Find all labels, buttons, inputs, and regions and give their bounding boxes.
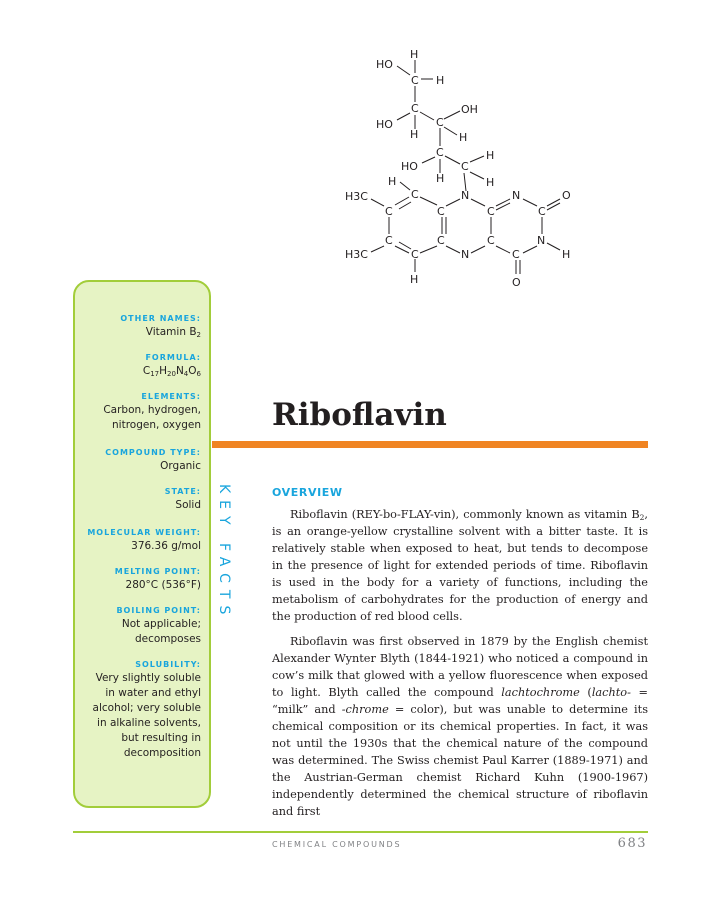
atom-label: N <box>461 189 470 202</box>
atom-label: H3C <box>345 190 368 203</box>
atom-label: C <box>411 74 419 87</box>
key-fact-value: 376.36 g/mol <box>131 540 201 552</box>
atom-label: C <box>411 188 419 201</box>
atom-label: H <box>486 149 495 162</box>
paragraph: Riboflavin was first observed in 1879 by the English chemist Alexander Wynter Blyth (1844-1921) who noticed a compound in cow’s milk that glowed with a yellow fluorescence when exposed to light. Blyth called the compound lachtochrome (lachto- = “milk” and -chrome = color), but was unable to determine its chemical composition or its chemical properties. In fact, it was not until the 1930s that the chemical nature of the compound was determined. The Swiss chemist Paul Karrer (1889-1971) and the Austrian-German chemist Richard Kuhn (1900-1967) independently determined the chemical structure of riboflavin and first <box>272 635 648 818</box>
key-fact-other-names <box>75 313 201 340</box>
atom-label: C <box>487 234 495 247</box>
key-fact-compound-type <box>75 447 201 474</box>
key-fact-molecular-weight <box>75 527 201 554</box>
atom-label: C <box>487 205 495 218</box>
key-fact-label: COMPOUND TYPE: <box>105 448 201 457</box>
atom-label: C <box>385 205 393 218</box>
atom-label: C <box>436 146 444 159</box>
structure-diagram <box>330 40 600 295</box>
paragraph: Riboflavin (REY-bo-FLAY-vin), commonly known as vitamin $B_2$, is an orange-yellow crystalline solvent with a bitter taste. It is relatively stable when exposed to heat, but tends to decompose in the presence of light for extended periods of time. Riboflavin is used in the body for a variety of functions, including the metabolism of carbohydrates for the production of energy and the production of red blood cells. <box>272 508 648 623</box>
key-fact-state <box>75 486 201 513</box>
atom-label: N <box>461 248 470 261</box>
key-fact-label: OTHER NAMES: <box>120 314 201 323</box>
atom-label: H <box>410 128 419 141</box>
atom-label: C <box>437 234 445 247</box>
atom-label: C <box>385 234 393 247</box>
atom-label: O <box>562 189 571 202</box>
key-fact-value: Solid <box>175 499 201 511</box>
key-fact-value: Vitamin $B_2$ <box>145 326 201 339</box>
key-fact-elements <box>75 391 201 433</box>
atom-label: C <box>461 160 469 173</box>
key-fact-boiling-point <box>75 605 201 647</box>
running-head: CHEMICAL COMPOUNDS <box>272 840 402 849</box>
key-fact-label: ELEMENTS: <box>141 392 201 401</box>
overview-heading: OVERVIEW <box>272 486 343 499</box>
atom-label: H <box>410 48 419 61</box>
key-fact-label: SOLUBILITY: <box>135 660 201 669</box>
key-facts-vertical-title: KEY FACTS <box>216 484 232 622</box>
key-fact-label: MELTING POINT: <box>114 567 201 576</box>
footer-rule <box>73 831 648 833</box>
key-fact-value: 280°C (536°F) <box>125 579 201 591</box>
atom-label: H <box>436 172 445 185</box>
page-title: Riboflavin <box>272 397 447 433</box>
key-fact-label: MOLECULAR WEIGHT: <box>87 528 201 537</box>
atom-label: C <box>436 116 444 129</box>
riboflavin-structural-formula <box>330 40 600 295</box>
atom-label: C <box>411 102 419 115</box>
title-rule <box>212 441 648 448</box>
key-fact-melting-point <box>75 566 201 593</box>
key-fact-value: Organic <box>160 460 201 472</box>
atom-label: H <box>486 176 495 189</box>
atom-label: H3C <box>345 248 368 261</box>
key-fact-value: $C_{17}H_{20}N_4O_6$ <box>142 365 201 378</box>
atom-label: H <box>562 248 571 261</box>
atom-label: C <box>437 205 445 218</box>
atom-label: C <box>512 248 520 261</box>
atom-label: H <box>459 131 468 144</box>
atom-label: HO <box>376 118 393 131</box>
key-facts-sidebar <box>73 280 211 808</box>
atom-label: H <box>436 74 445 87</box>
key-fact-label: FORMULA: <box>145 353 201 362</box>
atom-label: OH <box>461 103 478 116</box>
atom-label: HO <box>401 160 418 173</box>
key-fact-formula <box>75 352 201 379</box>
atom-label: HO <box>376 58 393 71</box>
article-body <box>272 506 648 828</box>
atom-label: H <box>388 175 397 188</box>
atom-label: C <box>538 205 546 218</box>
atom-label: O <box>512 276 521 289</box>
key-fact-solubility <box>75 659 201 761</box>
key-fact-value: Not applicable; decomposes <box>121 618 201 645</box>
key-fact-label: STATE: <box>164 487 201 496</box>
key-fact-label: BOILING POINT: <box>116 606 201 615</box>
atom-label: H <box>410 273 419 286</box>
page-number: 683 <box>617 836 647 851</box>
key-fact-value: Carbon, hydrogen, nitrogen, oxygen <box>103 404 201 431</box>
atom-label: C <box>411 248 419 261</box>
atom-label: N <box>537 234 546 247</box>
atom-label: N <box>512 189 521 202</box>
key-fact-value: Very slightly soluble in water and ethyl alcohol; very soluble in alkaline solvents, but resulting in decomposition <box>92 672 201 759</box>
